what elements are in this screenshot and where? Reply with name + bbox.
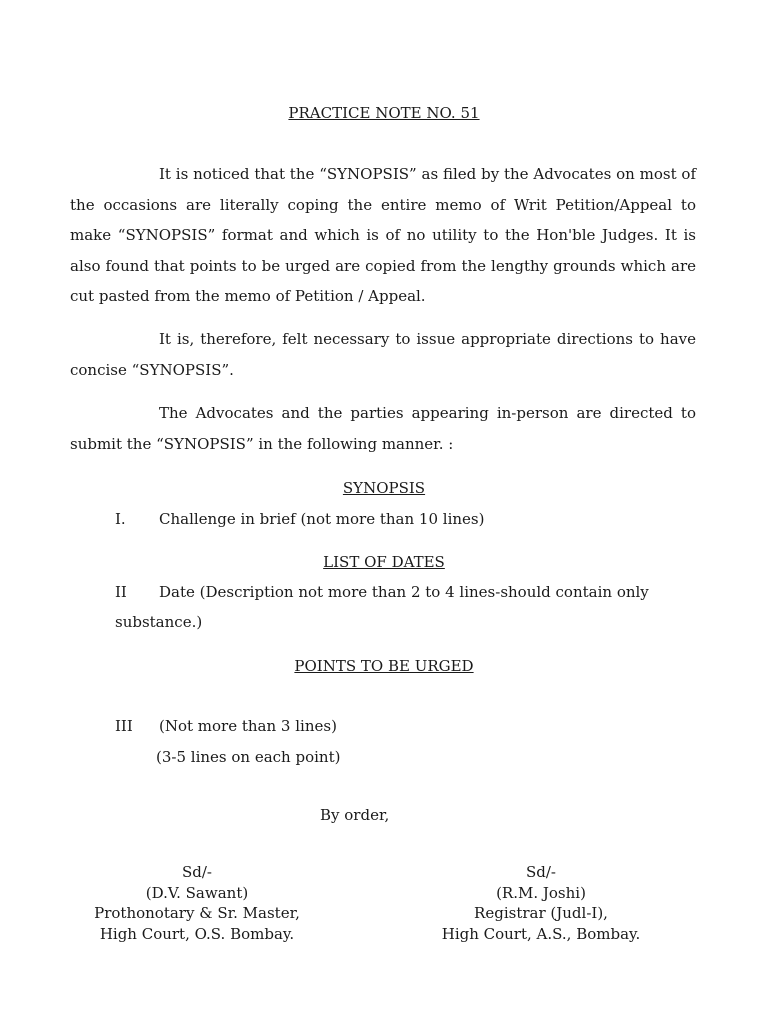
synopsis-text: Challenge in brief (not more than 10 lines) <box>159 510 485 528</box>
points-heading: POINTS TO BE URGED <box>294 657 474 675</box>
signatory-designation: Registrar (Judl-I), <box>474 904 608 922</box>
synopsis-numeral: I. <box>115 510 126 528</box>
synopsis-heading: SYNOPSIS <box>342 479 426 497</box>
signatory-court: High Court, O.S. Bombay. <box>99 924 295 943</box>
signature-block-right <box>381 862 701 944</box>
signature-sd: Sd/- <box>182 863 212 881</box>
list-of-dates-line1: Date (Description not more than 2 to 4 lines-should contain only <box>159 583 649 601</box>
list-of-dates-line2: substance.) <box>115 613 203 631</box>
signatory-name: (R.M. Joshi) <box>496 883 586 902</box>
list-of-dates-heading: LIST OF DATES <box>323 553 445 571</box>
signature-sd: Sd/- <box>526 863 556 881</box>
paragraph-notice: It is noticed that the “SYNOPSIS” as filed by the Advocates on most of the occasions are literally coping the entire memo of Writ Petition/Appeal to make “SYNOPSIS” format and which is of no utility to the Hon'ble Judges. It is also found that points to be urged are copied from the lengthy grounds which are cut pasted from the memo of Petition / Appeal. <box>70 165 696 305</box>
paragraph-instruction: The Advocates and the parties appearing in-person are directed to submit the “SYNOPSIS” in the following manner. : <box>70 404 696 453</box>
signatory-name: (D.V. Sawant) <box>145 883 249 902</box>
points-numeral: III <box>115 717 133 735</box>
by-order: By order, <box>320 806 390 824</box>
list-of-dates-numeral: II <box>115 583 127 601</box>
points-line2: (3-5 lines on each point) <box>156 748 341 766</box>
points-line1: (Not more than 3 lines) <box>159 717 337 735</box>
page-title: PRACTICE NOTE NO. 51 <box>288 104 480 122</box>
signatory-court: High Court, A.S., Bombay. <box>441 924 641 943</box>
signatory-designation: Prothonotary & Sr. Master, <box>94 904 300 922</box>
signature-block-left <box>37 862 357 944</box>
paragraph-direction: It is, therefore, felt necessary to issue appropriate directions to have concise “SYNOPSIS”. <box>70 330 696 379</box>
